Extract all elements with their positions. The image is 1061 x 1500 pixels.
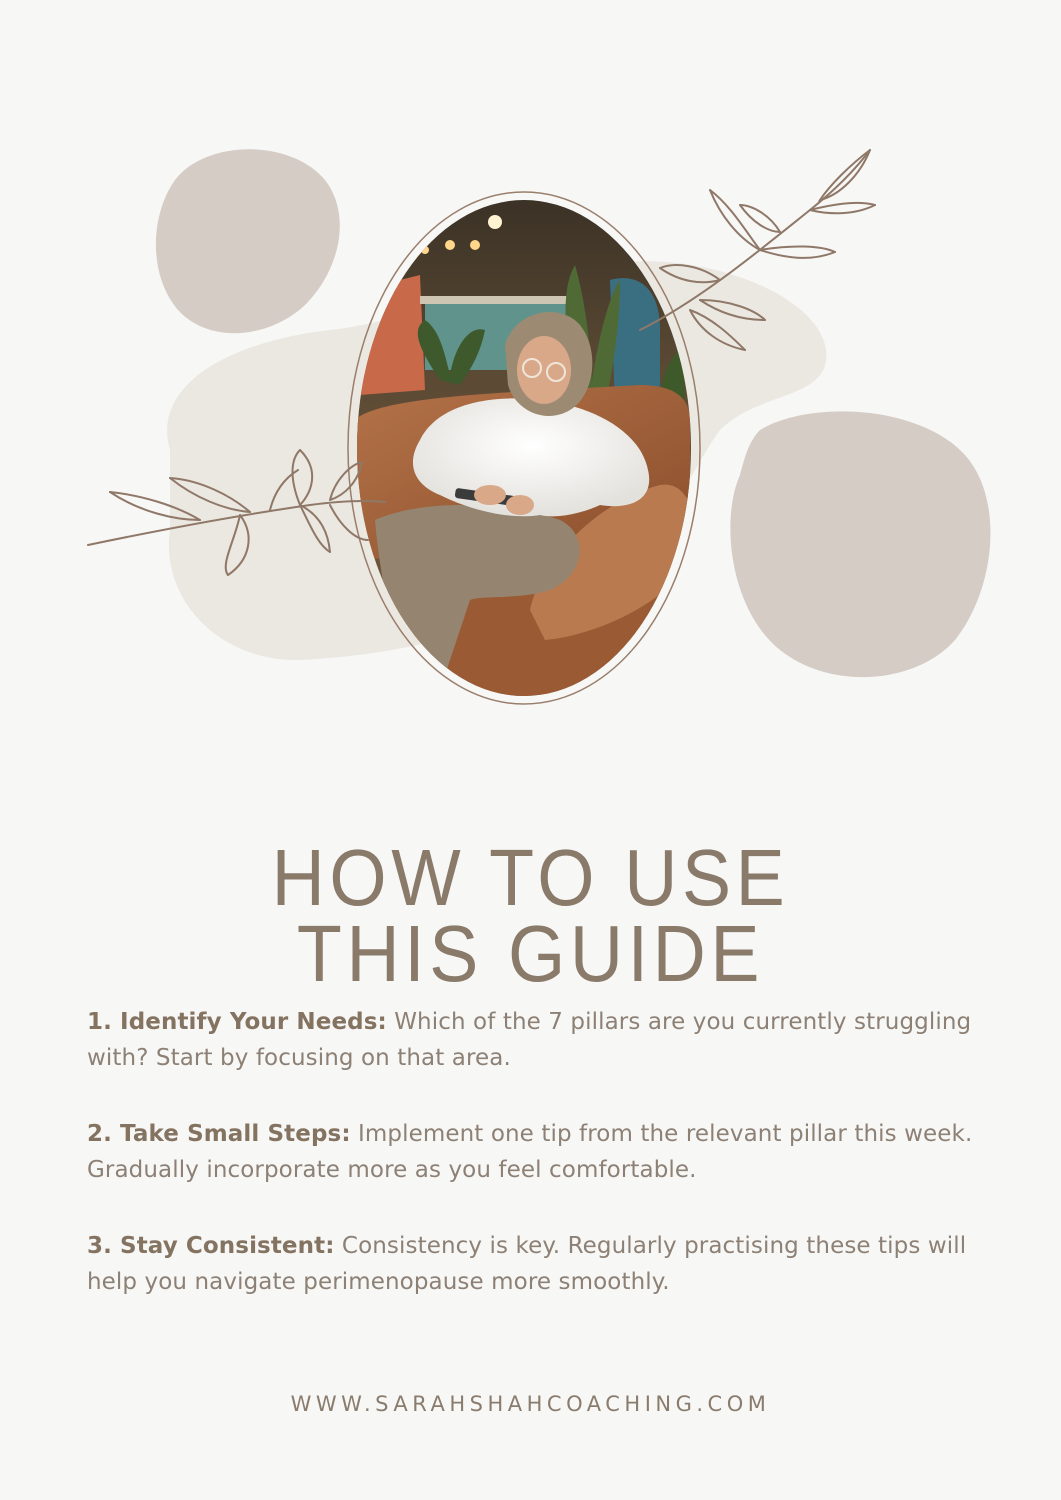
step-label: 1. Identify Your Needs: — [87, 1009, 387, 1035]
step-item — [87, 1116, 987, 1188]
step-item — [87, 1004, 987, 1076]
steps-list — [87, 1004, 987, 1340]
step-label: 2. Take Small Steps: — [87, 1121, 351, 1147]
website-url: WWW.SARAHSHAHCOACHING.COM — [290, 1392, 771, 1416]
dark-blob-right — [730, 411, 990, 677]
step-text: Which of the 7 pillars are you currently struggling with? Start by focusing on that area. — [87, 1009, 972, 1071]
title-line-2: THIS GUIDE — [296, 908, 765, 998]
step-item — [87, 1228, 987, 1300]
dark-blob-left — [156, 149, 340, 333]
step-text: Implement one tip from the relevant pillar this week. Gradually incorporate more as you feel comfortable. — [87, 1121, 973, 1183]
step-text: Consistency is key. Regularly practising these tips will help you navigate perimenopause more smoothly. — [87, 1233, 967, 1295]
page-title — [42, 832, 1018, 998]
step-label: 3. Stay Consistent: — [87, 1233, 335, 1259]
title-line-1: HOW TO USE — [271, 832, 790, 922]
